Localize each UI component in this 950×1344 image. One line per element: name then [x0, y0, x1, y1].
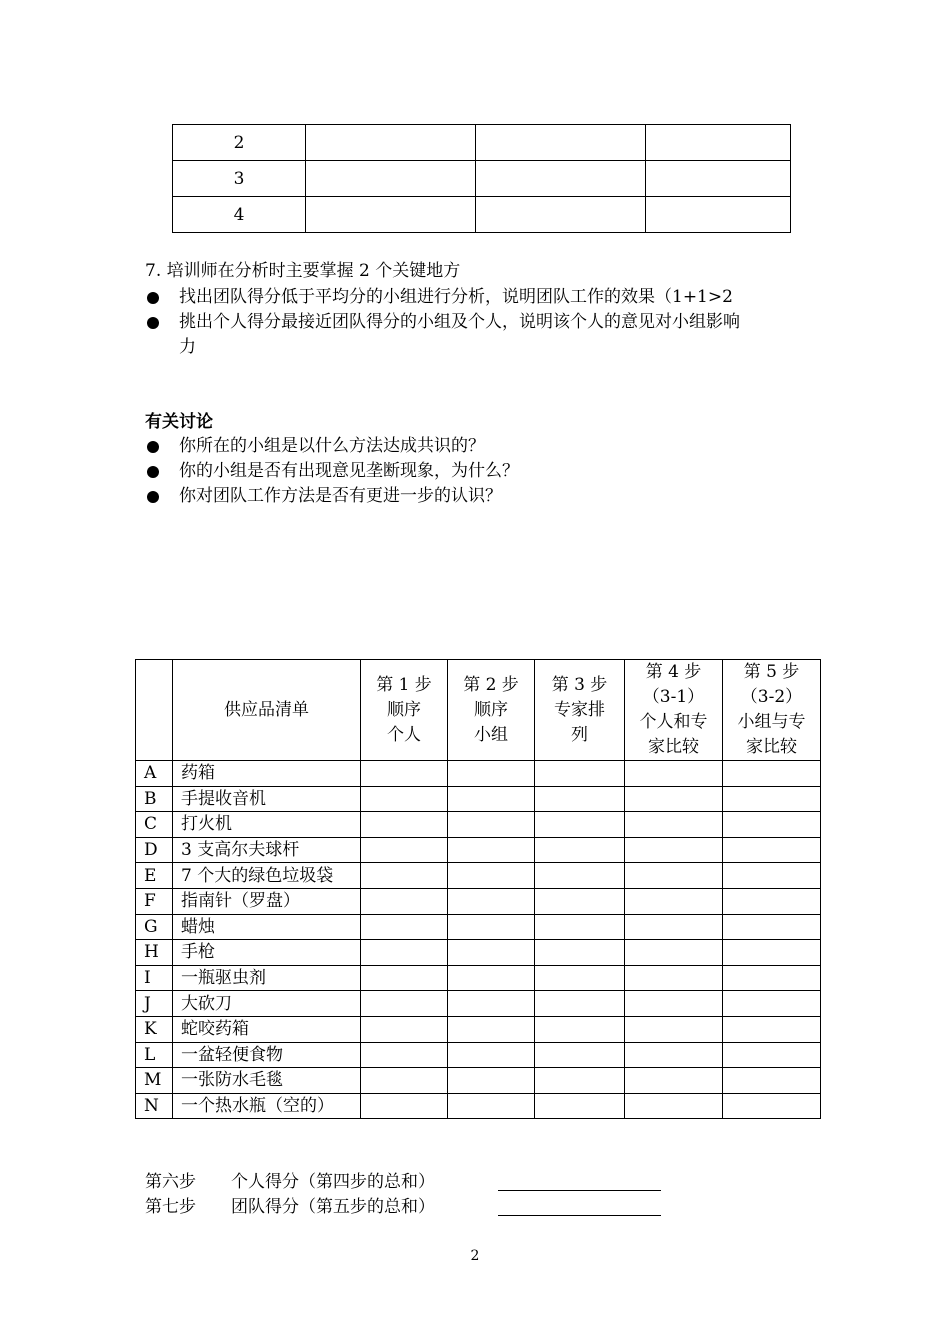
- answer-blank[interactable]: [498, 1172, 661, 1191]
- rank-cell[interactable]: [361, 863, 448, 889]
- table-row: [173, 161, 791, 197]
- supply-item: 一个热水瓶（空的）: [173, 1093, 361, 1119]
- table-row: [136, 1042, 821, 1068]
- score-table: [172, 124, 791, 233]
- rank-cell[interactable]: [723, 786, 821, 812]
- supply-item: 蛇咬药箱: [173, 1016, 361, 1042]
- table-cell: [476, 125, 646, 161]
- table-row: [173, 125, 791, 161]
- page-number: 2: [470, 1248, 480, 1264]
- table-row: [136, 761, 821, 787]
- analysis-bullet: 找出团队得分低于平均分的小组进行分析，说明团队工作的效果（1+1>2: [179, 287, 733, 307]
- table-cell: [306, 125, 476, 161]
- rank-cell[interactable]: [361, 940, 448, 966]
- rank-cell[interactable]: [448, 965, 535, 991]
- rank-cell[interactable]: [361, 812, 448, 838]
- rank-cell[interactable]: [535, 786, 625, 812]
- rank-cell[interactable]: [448, 940, 535, 966]
- rank-cell[interactable]: [625, 888, 723, 914]
- rank-cell[interactable]: [723, 1093, 821, 1119]
- row-letter: G: [136, 914, 173, 940]
- rank-cell[interactable]: [448, 1042, 535, 1068]
- table-cell: [476, 161, 646, 197]
- row-letter: B: [136, 786, 173, 812]
- rank-cell[interactable]: [625, 761, 723, 787]
- rank-cell[interactable]: [535, 914, 625, 940]
- row-letter: H: [136, 940, 173, 966]
- answer-blank[interactable]: [498, 1197, 661, 1216]
- table-cell: [476, 197, 646, 233]
- table-row: [136, 914, 821, 940]
- rank-cell[interactable]: [535, 1042, 625, 1068]
- step-label: 第七步: [145, 1197, 196, 1217]
- supply-item: 一盆轻便食物: [173, 1042, 361, 1068]
- rank-cell[interactable]: [361, 1042, 448, 1068]
- row-letter: C: [136, 812, 173, 838]
- row-letter: J: [136, 991, 173, 1017]
- step-six: [145, 1170, 435, 1195]
- row-letter: I: [136, 965, 173, 991]
- row-letter: F: [136, 888, 173, 914]
- rank-cell[interactable]: [625, 863, 723, 889]
- row-letter: M: [136, 1068, 173, 1094]
- rank-cell[interactable]: [625, 1042, 723, 1068]
- table-row: [136, 837, 821, 863]
- supply-item: 蜡烛: [173, 914, 361, 940]
- discussion-item: 你所在的小组是以什么方法达成共识的？: [179, 436, 485, 456]
- table-row: [136, 888, 821, 914]
- rank-cell[interactable]: [723, 914, 821, 940]
- table-row: [136, 812, 821, 838]
- table-cell: [306, 197, 476, 233]
- rank-cell[interactable]: [625, 991, 723, 1017]
- rank-cell[interactable]: [723, 863, 821, 889]
- rank-cell[interactable]: [723, 940, 821, 966]
- rank-cell[interactable]: [448, 812, 535, 838]
- rank-cell[interactable]: [723, 991, 821, 1017]
- rank-cell[interactable]: [723, 888, 821, 914]
- row-letter: A: [136, 761, 173, 787]
- analysis-bullet: 挑出个人得分最接近团队得分的小组及个人，说明该个人的意见对小组影响: [179, 312, 740, 332]
- table-header-row: [136, 660, 821, 761]
- table-row: [136, 965, 821, 991]
- rank-cell[interactable]: [448, 888, 535, 914]
- rank-cell[interactable]: [361, 888, 448, 914]
- bullet-icon: [147, 317, 159, 329]
- rank-cell[interactable]: [625, 1093, 723, 1119]
- bullet-icon: [147, 292, 159, 304]
- rank-cell[interactable]: [535, 812, 625, 838]
- row-letter: N: [136, 1093, 173, 1119]
- rank-cell[interactable]: [361, 1016, 448, 1042]
- step-label: 第六步: [145, 1172, 196, 1192]
- rank-cell[interactable]: [535, 863, 625, 889]
- rank-cell[interactable]: [448, 786, 535, 812]
- rank-cell[interactable]: [723, 1068, 821, 1094]
- rank-cell[interactable]: [448, 1068, 535, 1094]
- discussion-item: 你对团队工作方法是否有更进一步的认识？: [179, 486, 502, 506]
- rank-cell[interactable]: [625, 940, 723, 966]
- rank-cell[interactable]: [448, 914, 535, 940]
- table-row: [173, 197, 791, 233]
- rank-cell[interactable]: [448, 863, 535, 889]
- rank-cell[interactable]: [448, 1016, 535, 1042]
- rank-cell[interactable]: [361, 761, 448, 787]
- rank-cell[interactable]: [535, 761, 625, 787]
- supply-item: 指南针（罗盘）: [173, 888, 361, 914]
- supply-item: 药箱: [173, 761, 361, 787]
- supply-item: 3 支高尔夫球杆: [173, 837, 361, 863]
- rank-cell[interactable]: [625, 837, 723, 863]
- bullet-icon: [147, 491, 159, 503]
- column-header: 第 2 步 顺序 小组: [448, 660, 535, 761]
- rank-cell[interactable]: [361, 1068, 448, 1094]
- analysis-item-7: 7. 培训师在分析时主要掌握 2 个关键地方: [145, 261, 461, 281]
- rank-cell[interactable]: [723, 1042, 821, 1068]
- column-header: 供应品清单: [173, 660, 361, 761]
- row-letter: K: [136, 1016, 173, 1042]
- table-cell: [306, 161, 476, 197]
- rank-cell[interactable]: [625, 786, 723, 812]
- rank-cell[interactable]: [625, 1068, 723, 1094]
- table-row: [136, 991, 821, 1017]
- row-letter: D: [136, 837, 173, 863]
- column-header: [136, 660, 173, 761]
- rank-cell[interactable]: [448, 991, 535, 1017]
- step-text: 团队得分（第五步的总和）: [231, 1197, 435, 1217]
- supply-item: 一张防水毛毯: [173, 1068, 361, 1094]
- table-row: [136, 1068, 821, 1094]
- rank-cell[interactable]: [535, 1016, 625, 1042]
- column-header: 第 5 步 （3-2） 小组与专 家比较: [723, 660, 821, 761]
- column-header: 第 4 步 （3-1） 个人和专 家比较: [625, 660, 723, 761]
- supply-item: 打火机: [173, 812, 361, 838]
- discussion-title: 有关讨论: [145, 412, 213, 432]
- supply-item: 7 个大的绿色垃圾袋: [173, 863, 361, 889]
- analysis-bullet-continuation: 力: [179, 337, 196, 357]
- row-number: 3: [173, 161, 306, 197]
- supply-item: 手枪: [173, 940, 361, 966]
- step-text: 个人得分（第四步的总和）: [231, 1172, 435, 1192]
- rank-cell[interactable]: [535, 965, 625, 991]
- rank-cell[interactable]: [535, 940, 625, 966]
- discussion-item: 你的小组是否有出现意见垄断现象，为什么？: [179, 461, 519, 481]
- rank-cell[interactable]: [723, 1016, 821, 1042]
- table-row: [136, 863, 821, 889]
- rank-cell[interactable]: [361, 786, 448, 812]
- row-number: 4: [173, 197, 306, 233]
- supply-table: [135, 659, 821, 1119]
- supply-item: 手提收音机: [173, 786, 361, 812]
- rank-cell[interactable]: [625, 812, 723, 838]
- table-cell: [646, 197, 791, 233]
- rank-cell[interactable]: [723, 761, 821, 787]
- rank-cell[interactable]: [625, 1016, 723, 1042]
- bullet-icon: [147, 466, 159, 478]
- rank-cell[interactable]: [625, 914, 723, 940]
- rank-cell[interactable]: [448, 761, 535, 787]
- rank-cell[interactable]: [535, 888, 625, 914]
- rank-cell[interactable]: [723, 965, 821, 991]
- rank-cell[interactable]: [535, 1068, 625, 1094]
- rank-cell[interactable]: [535, 1093, 625, 1119]
- rank-cell[interactable]: [448, 837, 535, 863]
- rank-cell[interactable]: [361, 991, 448, 1017]
- supply-item: 大砍刀: [173, 991, 361, 1017]
- rank-cell[interactable]: [535, 837, 625, 863]
- column-header: 第 3 步 专家排 列: [535, 660, 625, 761]
- rank-cell[interactable]: [723, 812, 821, 838]
- rank-cell[interactable]: [625, 965, 723, 991]
- rank-cell[interactable]: [361, 1093, 448, 1119]
- rank-cell[interactable]: [448, 1093, 535, 1119]
- rank-cell[interactable]: [361, 837, 448, 863]
- table-cell: [646, 125, 791, 161]
- row-letter: E: [136, 863, 173, 889]
- table-row: [136, 1093, 821, 1119]
- bullet-icon: [147, 441, 159, 453]
- rank-cell[interactable]: [535, 991, 625, 1017]
- column-header: 第 1 步 顺序 个人: [361, 660, 448, 761]
- rank-cell[interactable]: [361, 914, 448, 940]
- rank-cell[interactable]: [361, 965, 448, 991]
- step-seven: [145, 1195, 435, 1220]
- table-row: [136, 786, 821, 812]
- table-row: [136, 1016, 821, 1042]
- row-letter: L: [136, 1042, 173, 1068]
- supply-item: 一瓶驱虫剂: [173, 965, 361, 991]
- table-row: [136, 940, 821, 966]
- rank-cell[interactable]: [723, 837, 821, 863]
- row-number: 2: [173, 125, 306, 161]
- table-cell: [646, 161, 791, 197]
